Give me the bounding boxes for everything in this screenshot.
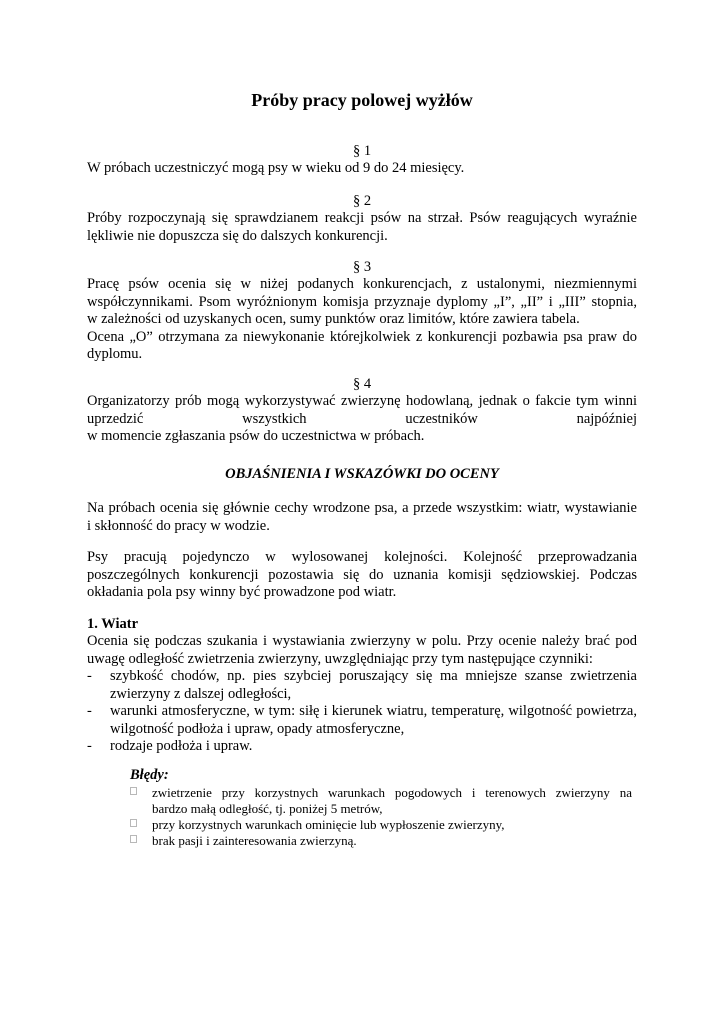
text-line: Ocenia się podczas szukania i wystawiania zwierzyny w polu. Przy ocenie należy brać pod <box>87 633 637 649</box>
text-line: poszczególnych konkurencji pozostawia się do uznania komisji sędziowskiej. Podczas <box>87 566 637 583</box>
text-line: wilgotność podłoża i upraw, opady atmosferyczne, <box>110 720 405 737</box>
text-line: uwagę odległość zwietrzenia zwierzyny, uwzględniając przy tym następujące czynniki: <box>87 650 593 667</box>
errors-heading: Błędy: <box>130 767 169 783</box>
section-1-text <box>87 160 637 178</box>
text-line: szybkość chodów, np. pies szybciej poruszający się ma mniejsze szanse zwietrzenia <box>110 668 637 684</box>
section-mark-1: § 1 <box>352 143 372 159</box>
list-item <box>130 785 632 817</box>
text-line: Próby rozpoczynają się sprawdzianem reakcji psów na strzał. Psów reagujących wyraźnie <box>87 210 637 226</box>
text-line: zwietrzenie przy korzystnych warunkach pogodowych i terenowych zwierzyny na <box>152 785 632 800</box>
wiatr-factors-list <box>87 668 637 756</box>
section-3-text <box>87 276 637 364</box>
checkbox-bullet-icon <box>130 819 137 827</box>
text-line: przy korzystnych warunkach ominięcie lub wypłoszenie zwierzyny, <box>152 817 505 832</box>
text-line: lękliwie nie dopuszcza się do dalszych konkurencji. <box>87 227 388 244</box>
document-title: Próby pracy polowej wyżłów <box>251 90 473 110</box>
wiatr-heading: 1. Wiatr <box>87 616 139 632</box>
text-line: brak pasji i zainteresowania zwierzyną. <box>152 833 357 848</box>
text-line: Ocena „O” otrzymana za niewykonanie którejkolwiek z konkurencji pozbawia psa praw do <box>87 328 637 345</box>
list-item <box>130 817 632 833</box>
text-line: współczynnikami. Psom wyróżnionym komisja przyznaje dyplomy „I”, „II” i „III” stopnia, <box>87 293 637 310</box>
text-line: dyplomu. <box>87 346 143 362</box>
dash-bullet: - <box>87 703 92 719</box>
text-line: uprzedzić wszystkich uczestników najpóźniej <box>87 410 637 427</box>
dash-bullet: - <box>87 738 92 754</box>
explanations-heading: OBJAŚNIENIA I WSKAZÓWKI DO OCENY <box>225 466 499 482</box>
list-item <box>87 738 637 756</box>
text-line: Pracę psów ocenia się w niżej podanych konkurencjach, z ustalonymi, niezmiennymi <box>87 276 637 292</box>
text-line: i skłonność do pracy w wodzie. <box>87 517 270 534</box>
text-line: warunki atmosferyczne, w tym: siłę i kierunek wiatru, temperaturę, wilgotność powietrza, <box>110 703 637 719</box>
section-2-text <box>87 210 637 245</box>
text-line: zwierzyny z dalszej odległości, <box>110 685 292 702</box>
checkbox-bullet-icon <box>130 787 137 795</box>
text-line: Psy pracują pojedynczo w wylosowanej kolejności. Kolejność przeprowadzania <box>87 549 637 565</box>
explanations-paragraph-1 <box>87 500 637 535</box>
section-mark-4: § 4 <box>352 376 372 392</box>
explanations-paragraph-2 <box>87 549 637 602</box>
list-item <box>87 703 637 738</box>
text-line: bardzo małą odległość, tj. poniżej 5 metrów, <box>152 801 383 816</box>
text-line: rodzaje podłoża i upraw. <box>110 738 253 754</box>
text-line: w momencie zgłaszania psów do uczestnictwa w próbach. <box>87 428 425 444</box>
text-line: okładania pola psy winny być prowadzone pod wiatr. <box>87 584 397 600</box>
section-4-text <box>87 393 637 446</box>
text-line: Na próbach ocenia się głównie cechy wrodzone psa, a przede wszystkim: wiatr, wystawianie <box>87 500 637 516</box>
checkbox-bullet-icon <box>130 835 137 843</box>
text-line: w zależności od uzyskanych ocen, sumy punktów oraz limitów, które zawiera tabela. <box>87 311 580 327</box>
list-item <box>87 668 637 703</box>
wiatr-intro <box>87 633 637 668</box>
text-line: W próbach uczestniczyć mogą psy w wieku od 9 do 24 miesięcy. <box>87 160 465 176</box>
errors-list <box>130 785 632 849</box>
section-mark-3: § 3 <box>352 259 372 275</box>
text-line: Organizatorzy prób mogą wykorzystywać zwierzynę hodowlaną, jednak o fakcie tym winni <box>87 393 637 409</box>
list-item <box>130 833 632 849</box>
dash-bullet: - <box>87 668 92 684</box>
section-mark-2: § 2 <box>352 193 372 209</box>
